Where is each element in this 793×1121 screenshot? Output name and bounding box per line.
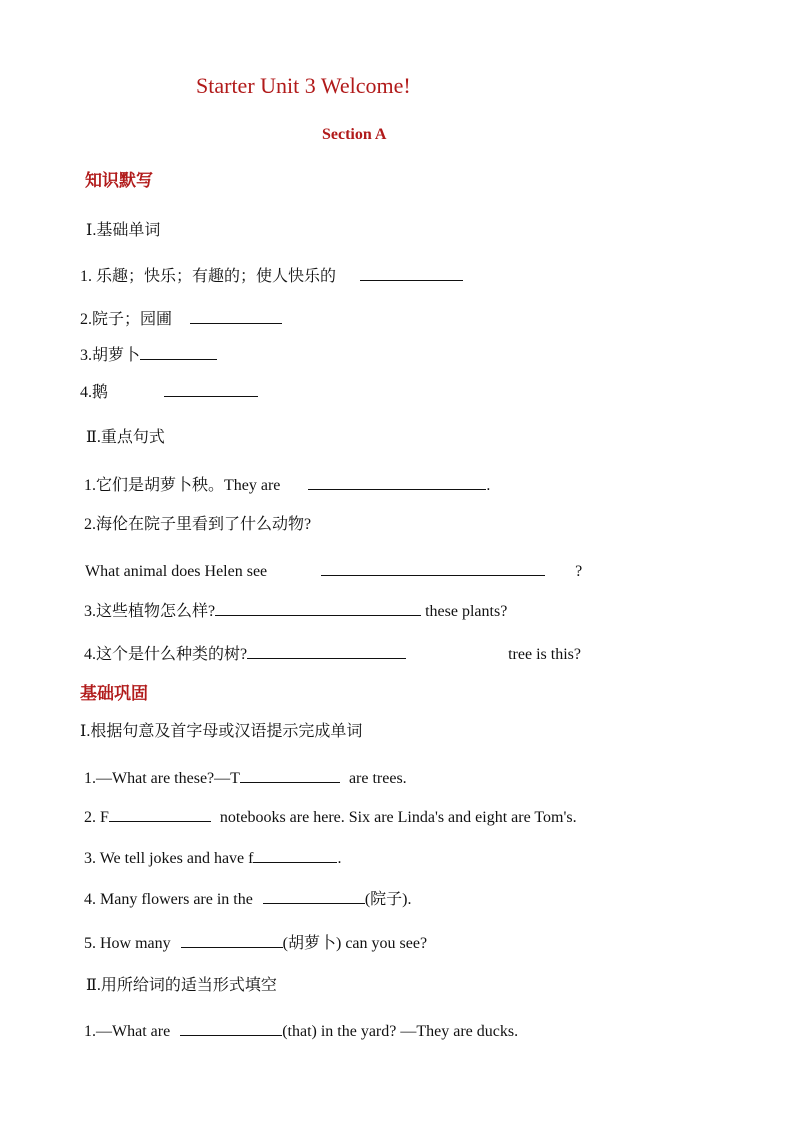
consolidation-heading: 基础巩固 xyxy=(80,684,148,703)
word-item-2-blank[interactable] xyxy=(109,806,211,822)
sentence-item-2-blank[interactable] xyxy=(321,560,545,576)
vocab-item-3-blank[interactable] xyxy=(140,344,217,360)
sentence-item-4 xyxy=(84,643,581,665)
form-item-1-post: (that) in the yard? —They are ducks. xyxy=(282,1023,519,1040)
sentence-item-2-end: ? xyxy=(575,563,583,580)
sentence-item-3-end: these plants? xyxy=(421,603,508,620)
sentence-item-1-end: . xyxy=(486,477,491,494)
word-item-3 xyxy=(84,847,341,869)
vocab-item-2-blank[interactable] xyxy=(190,308,282,324)
word-item-5 xyxy=(84,932,427,954)
word-item-4-pre: 4. Many flowers are in the xyxy=(84,891,257,908)
sentence-item-3-text: 3.这些植物怎么样? xyxy=(84,603,216,620)
sentence-item-4-text: 4.这个是什么种类的树? xyxy=(84,646,248,663)
word-item-5-blank[interactable] xyxy=(181,932,283,948)
word-item-2-pre: 2. F xyxy=(84,809,109,826)
word-item-4 xyxy=(84,888,412,910)
section-label: Section A xyxy=(322,126,387,143)
form-item-1-pre: 1.—What are xyxy=(84,1023,175,1040)
vocab-item-3-text: 3.胡萝卜 xyxy=(80,347,141,364)
word-item-5-post: (胡萝卜) can you see? xyxy=(282,935,428,952)
word-completion-heading: Ⅰ.根据句意及首字母或汉语提示完成单词 xyxy=(80,723,363,740)
word-item-2-post: notebooks are here. Six are Linda's and eight are Tom's. xyxy=(219,809,577,826)
sentence-item-4-end: tree is this? xyxy=(508,646,581,663)
word-item-1-post: are trees. xyxy=(348,770,407,787)
word-forms-heading: Ⅱ.用所给词的适当形式填空 xyxy=(86,977,277,994)
vocab-heading: Ⅰ.基础单词 xyxy=(86,222,161,239)
form-item-1-blank[interactable] xyxy=(180,1020,282,1036)
vocab-item-4 xyxy=(80,381,258,403)
form-item-1 xyxy=(84,1020,518,1042)
word-item-3-post: . xyxy=(337,850,342,867)
sentences-heading: Ⅱ.重点句式 xyxy=(86,429,165,446)
vocab-item-1 xyxy=(80,265,463,287)
sentence-item-2-line xyxy=(85,560,582,582)
sentence-item-1-blank[interactable] xyxy=(308,474,486,490)
vocab-item-3 xyxy=(80,344,217,366)
vocab-item-4-blank[interactable] xyxy=(164,381,258,397)
word-item-3-pre: 3. We tell jokes and have f xyxy=(84,850,254,867)
vocab-item-2-text: 2.院子；园圃 xyxy=(80,311,173,328)
sentence-item-1-text: 1.它们是胡萝卜秧。They are xyxy=(84,477,281,494)
sentence-item-3 xyxy=(84,600,507,622)
sentence-item-1 xyxy=(84,474,490,496)
word-item-1 xyxy=(84,767,407,789)
word-item-4-blank[interactable] xyxy=(263,888,365,904)
vocab-item-2 xyxy=(80,308,282,330)
word-item-5-pre: 5. How many xyxy=(84,935,175,952)
vocab-item-1-text: 1. 乐趣；快乐；有趣的；使人快乐的 xyxy=(80,268,337,285)
page-title: Starter Unit 3 Welcome! xyxy=(196,73,411,98)
word-item-1-blank[interactable] xyxy=(240,767,340,783)
word-item-1-pre: 1.—What are these?—T xyxy=(84,770,240,787)
word-item-3-blank[interactable] xyxy=(253,847,337,863)
sentence-item-4-blank[interactable] xyxy=(247,643,406,659)
sentence-item-2: 2.海伦在院子里看到了什么动物? xyxy=(84,516,312,533)
word-item-2 xyxy=(84,806,577,828)
sentence-item-3-blank[interactable] xyxy=(215,600,421,616)
sentence-item-2-english: What animal does Helen see xyxy=(85,563,268,580)
word-item-4-post: (院子). xyxy=(364,891,412,908)
knowledge-heading: 知识默写 xyxy=(85,171,153,190)
vocab-item-4-text: 4.鹅 xyxy=(80,384,109,401)
vocab-item-1-blank[interactable] xyxy=(360,265,463,281)
